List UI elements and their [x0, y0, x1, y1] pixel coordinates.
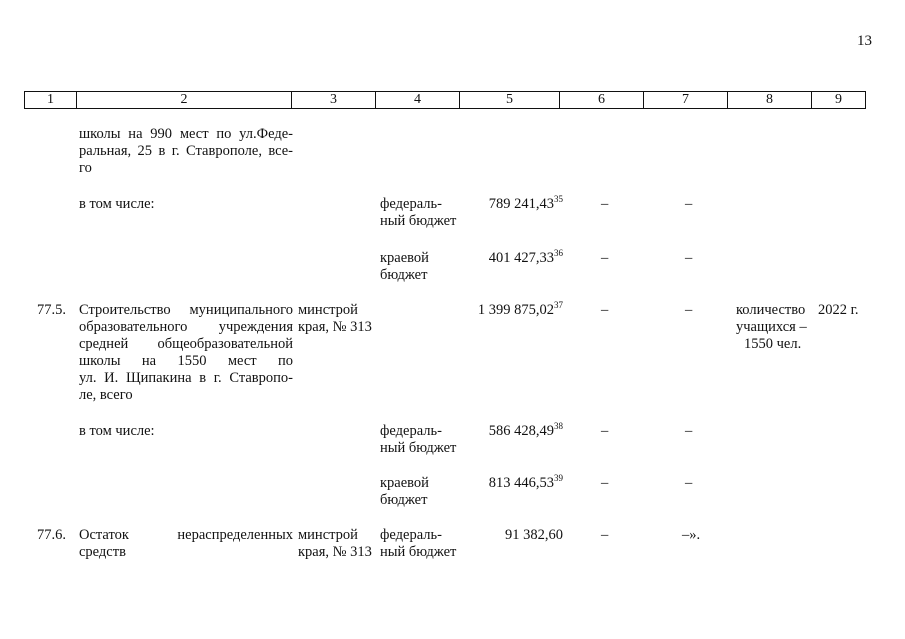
col6-value: –: [601, 527, 609, 543]
name-line: ле, всего: [79, 387, 133, 403]
header-cell-6: 6: [560, 92, 644, 108]
name-line: школы на 1550 мест по: [79, 353, 293, 369]
executor-line: края, № 313: [298, 319, 372, 335]
name-line: средств: [79, 544, 126, 560]
name-line: средней общеобразовательной: [79, 336, 293, 352]
name-line: образовательного учреждения: [79, 319, 293, 335]
name-line: Строительство муниципального: [79, 302, 293, 318]
item-number: 77.5.: [37, 302, 66, 318]
col7-value: –: [685, 302, 693, 318]
name-line: школы на 990 мест по ул.Феде-: [79, 126, 293, 142]
col6-value: –: [601, 302, 609, 318]
col7-value: –: [685, 423, 693, 439]
header-cell-9: 9: [835, 92, 842, 107]
funding-source-line: бюджет: [380, 267, 428, 283]
indicator-line: 1550 чел.: [744, 336, 802, 352]
amount: 586 428,49$^{38}$: [488, 421, 563, 439]
header-cell-3: 3: [292, 92, 376, 108]
funding-source-line: краевой: [380, 475, 429, 491]
amount: 91 382,60: [505, 527, 563, 543]
col7-value: –: [685, 250, 693, 266]
name-line: го: [79, 160, 92, 176]
header-cell-1: 1: [25, 92, 77, 108]
executor-line: минстрой: [298, 302, 358, 318]
amount: 401 427,33$^{36}$: [488, 248, 563, 266]
col6-value: –: [601, 196, 609, 212]
col6-value: –: [601, 423, 609, 439]
indicator-line: учащихся –: [736, 319, 807, 335]
funding-source-line: ный бюджет: [380, 213, 457, 229]
funding-source-line: краевой: [380, 250, 429, 266]
col7-value: –: [685, 196, 693, 212]
executor-line: минстрой: [298, 527, 358, 543]
funding-source-line: федераль-: [380, 423, 442, 439]
header-cell-2: 2: [77, 92, 292, 108]
header-cell-8: 8: [728, 92, 812, 108]
funding-source-line: федераль-: [380, 527, 442, 543]
amount: 1 399 875,02$^{37}$: [477, 300, 563, 318]
header-cell-4: 4: [376, 92, 460, 108]
name-line: ул. И. Щипакина в г. Ставропо-: [79, 370, 293, 386]
col7-value: –: [685, 475, 693, 491]
funding-source-line: бюджет: [380, 492, 428, 508]
funding-source-line: ный бюджет: [380, 440, 457, 456]
header-cell-5: 5: [460, 92, 560, 108]
year: 2022 г.: [818, 302, 859, 318]
subtotal-label: в том числе:: [79, 423, 155, 439]
header-cell-7: 7: [644, 92, 728, 108]
indicator-line: количество: [736, 302, 806, 318]
col7-value: –».: [682, 527, 701, 543]
item-number: 77.6.: [37, 527, 66, 543]
funding-source-line: ный бюджет: [380, 544, 457, 560]
col6-value: –: [601, 250, 609, 266]
amount: 789 241,43$^{35}$: [488, 194, 563, 212]
subtotal-label: в том числе:: [79, 196, 155, 212]
col6-value: –: [601, 475, 609, 491]
amount: 813 446,53$^{39}$: [488, 473, 563, 491]
name-line: Остаток нераспределенных: [79, 527, 293, 543]
name-line: ральная, 25 в г. Ставрополе, все-: [79, 143, 293, 159]
page-number: 13: [857, 33, 872, 49]
funding-source-line: федераль-: [380, 196, 442, 212]
executor-line: края, № 313: [298, 544, 372, 560]
column-number-header: [24, 91, 866, 109]
